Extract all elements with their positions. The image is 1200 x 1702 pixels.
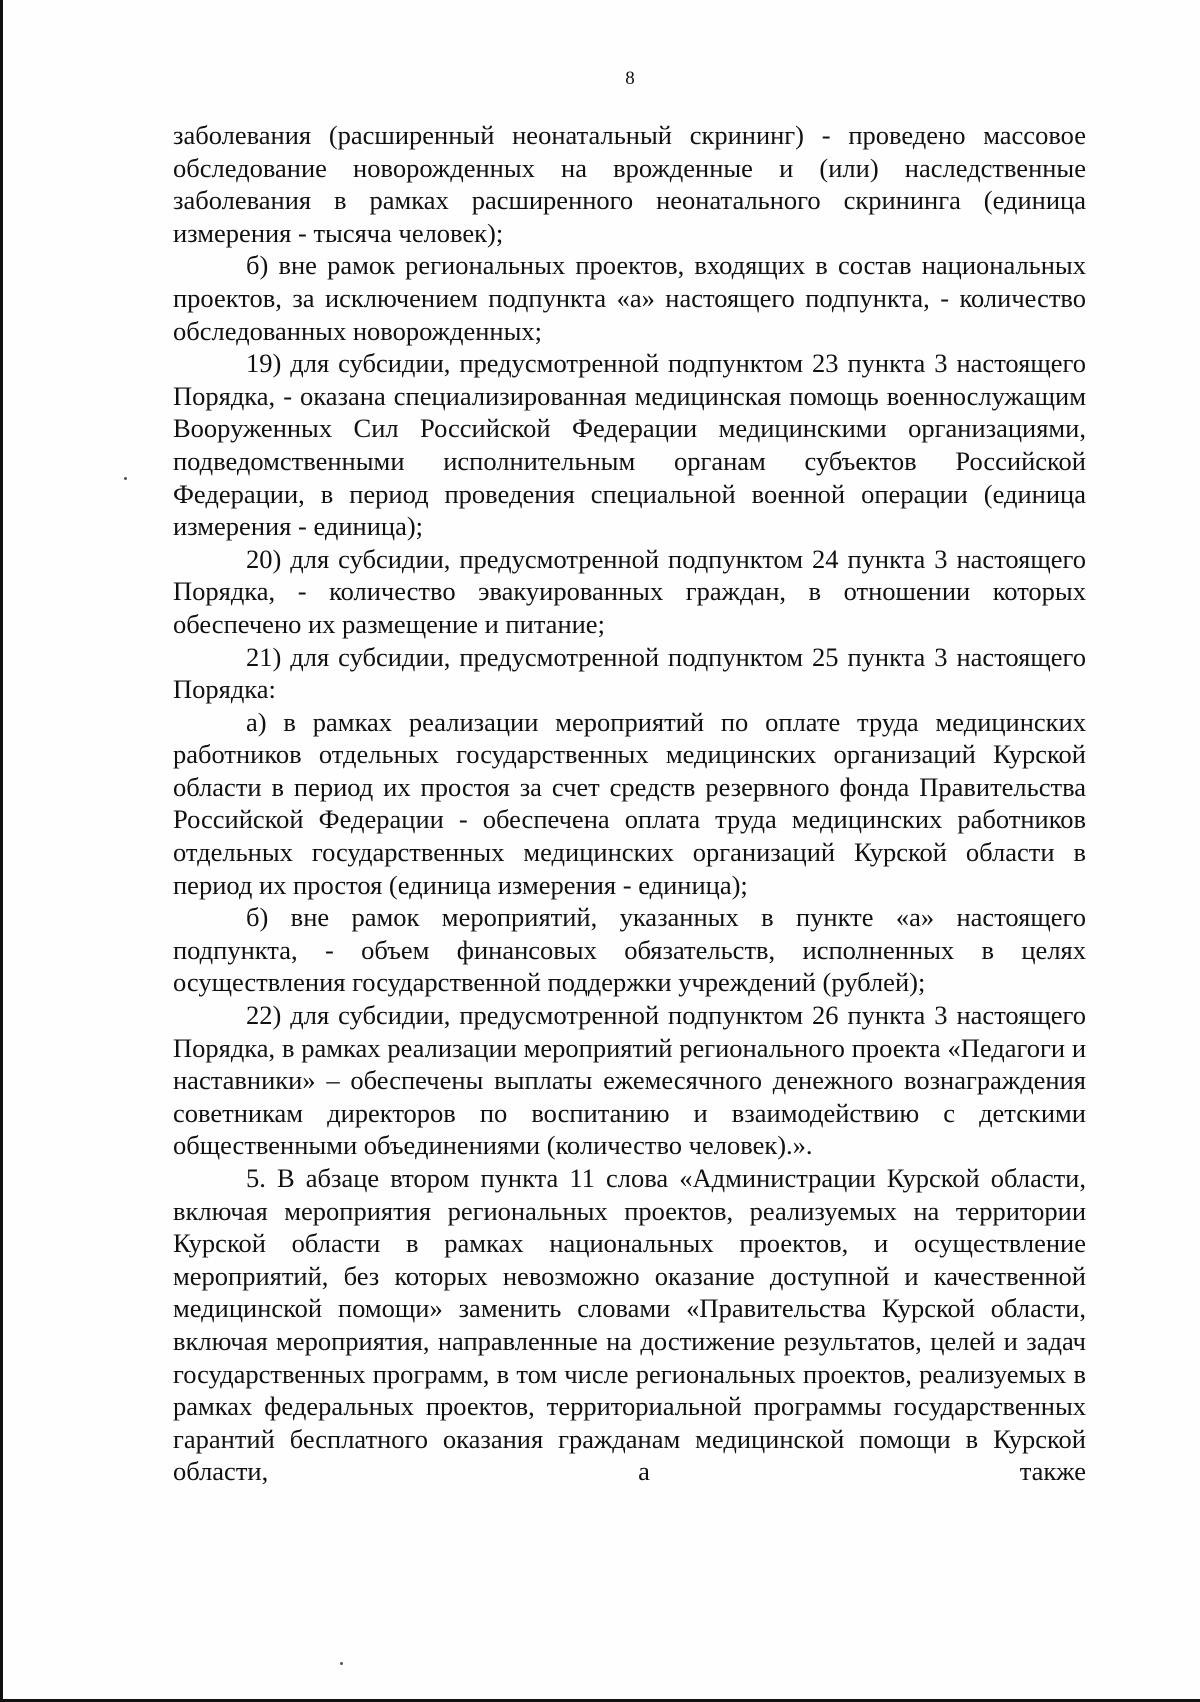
document-body — [173, 119, 1086, 1488]
paragraph-item-19: 19) для субсидии, предусмотренной подпунктом 23 пункта 3 настоящего Порядка, - оказана специализированная медицинская помощь военнослужащим Вооруженных Сил Российской Федерации медицинскими организациями, подведомственными исполнительным органам субъектов Российской Федерации, в период проведения специальной военной операции (единица измерения - единица); — [173, 348, 1086, 542]
paragraph-item-21-a: а) в рамках реализации мероприятий по оплате труда медицинских работников отдельных государственных медицинских организаций Курской области в период их простоя за счет средств резервного фонда Правительства Российской Федерации - обеспечена оплата труда медицинских работников отдельных государственных медицинских организаций Курской области в период их простоя (единица измерения - единица); — [173, 706, 1086, 900]
page-number: 8 — [625, 68, 635, 89]
paragraph-item-b-screening: б) вне рамок региональных проектов, входящих в состав национальных проектов, за исключением подпункта «а» настоящего подпункта, - количество обследованных новорожденных; — [173, 250, 1086, 346]
paragraph-item-21-b: б) вне рамок мероприятий, указанных в пункте «а» настоящего подпункта, - объем финансовых обязательств, исполненных в целях осуществления государственной поддержки учреждений (рублей); — [173, 902, 1086, 998]
scan-speck — [124, 477, 127, 480]
scan-speck — [340, 1662, 343, 1665]
paragraph-item-22: 22) для субсидии, предусмотренной подпунктом 26 пункта 3 настоящего Порядка, в рамках реализации мероприятий регионального проекта «Педагоги и наставники» – обеспечены выплаты ежемесячного денежного вознаграждения советникам директоров по воспитанию и взаимодействию с детскими общественными объединениями (количество человек).». — [173, 1000, 1086, 1161]
paragraph-continuation: заболевания (расширенный неонатальный скрининг) - проведено массовое обследование новорожденных на врожденные и (или) наследственные заболевания в рамках расширенного неонатального скрининга (единица измерения - тысяча человек); — [173, 120, 1086, 248]
scan-left-edge — [0, 0, 3, 1702]
paragraph-item-21: 21) для субсидии, предусмотренной подпунктом 25 пункта 3 настоящего Порядка: — [173, 641, 1086, 705]
paragraph-item-5: 5. В абзаце втором пункта 11 слова «Администрации Курской области, включая мероприятия региональных проектов, реализуемых на территории Курской области в рамках национальных проектов, и осуществление мероприятий, без которых невозможно оказание доступной и качественной медицинской помощи» заменить словами «Правительства Курской области, включая мероприятия, направленные на достижение результатов, целей и задач государственных программ, в том числе региональных проектов, реализуемых в рамках федеральных проектов, территориальной программы государственных гарантий бесплатного оказания гражданам медицинской помощи в Курской области, а также — [173, 1163, 1086, 1487]
paragraph-item-20: 20) для субсидии, предусмотренной подпунктом 24 пункта 3 настоящего Порядка, - количество эвакуированных граждан, в отношении которых обеспечено их размещение и питание; — [173, 543, 1086, 639]
